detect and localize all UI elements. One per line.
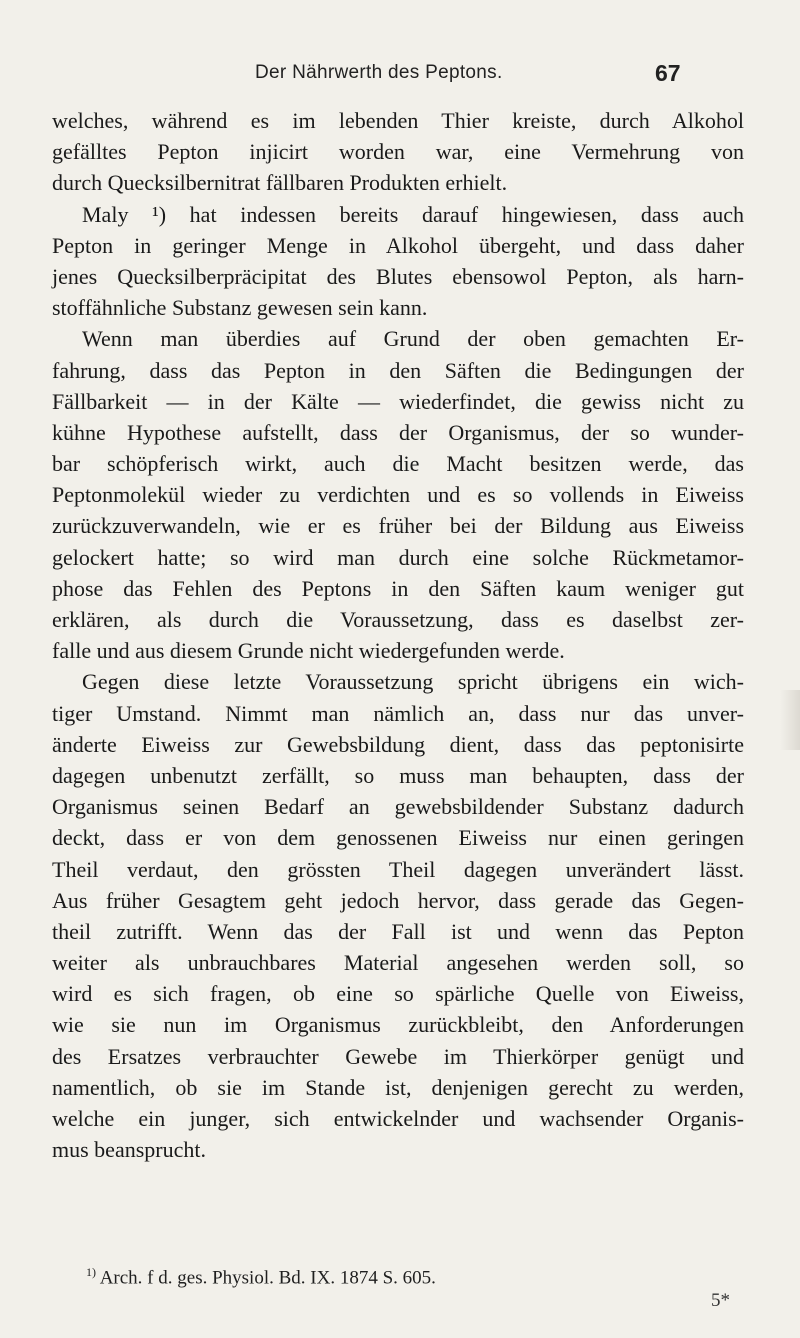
text-line: Gegen diese letzte Voraussetzung spricht übrigens ein wich- (82, 669, 744, 695)
text-line: wie sie nun im Organismus zurückbleibt, den Anforderungen (52, 1012, 744, 1038)
text-line: Wenn man überdies auf Grund der oben gemachten Er- (82, 326, 744, 352)
text-line: dagegen unbenutzt zerfällt, so muss man behaupten, dass der (52, 762, 744, 788)
text-line: deckt, dass er von dem genossenen Eiweiss nur einen geringen (52, 825, 744, 851)
text-line: gefälltes Pepton injicirt worden war, eine Vermehrung von (52, 139, 744, 165)
text-line: falle und aus diesem Grunde nicht wiedergefunden werde. (52, 638, 565, 664)
text-line: Peptonmolekül wieder zu verdichten und es so vollends in Eiweiss (52, 482, 744, 508)
text-line: durch Quecksilbernitrat fällbaren Produkten erhielt. (52, 170, 508, 196)
signature-mark: 5* (711, 1290, 730, 1311)
text-line: Pepton in geringer Menge in Alkohol übergeht, und dass daher (52, 232, 744, 258)
text-line: welches, während es im lebenden Thier kreiste, durch Alkohol (52, 108, 744, 133)
text-line: welche ein junger, sich entwickelnder und wachsender Organis- (52, 1106, 744, 1131)
text-line: des Ersatzes verbrauchter Gewebe im Thierkörper genügt und (52, 1043, 744, 1069)
footnote-marker: 1) (86, 1265, 96, 1279)
text-line: zurückzuverwandeln, wie er es früher bei der Bildung aus Eiweiss (52, 513, 744, 539)
text-line: erklären, als durch die Voraussetzung, dass es daselbst zer- (52, 607, 744, 632)
running-title: Der Nährwerth des Peptons. (255, 62, 503, 83)
text-line: änderte Eiweiss zur Gewebsbildung dient, dass das peptonisirte (52, 731, 744, 757)
text-line: Organismus seinen Bedarf an gewebsbildender Substanz dadurch (52, 794, 744, 820)
text-line: stoffähnliche Substanz gewesen sein kann. (52, 295, 428, 321)
text-line: fahrung, dass das Pepton in den Säften die Bedingungen der (52, 357, 744, 383)
text-line: kühne Hypothese aufstellt, dass der Organismus, der so wunder- (52, 419, 744, 445)
text-line: theil zutrifft. Wenn das der Fall ist und wenn das Pepton (52, 918, 744, 944)
text-line: namentlich, ob sie im Stande ist, denjenigen gerecht zu werden, (52, 1074, 744, 1100)
page-edge-shadow (780, 690, 800, 750)
text-line: Aus früher Gesagtem geht jedoch hervor, dass gerade das Gegen- (52, 887, 744, 913)
body-text (52, 105, 744, 1165)
text-line: Fällbarkeit — in der Kälte — wiederfindet, die gewiss nicht zu (52, 388, 744, 414)
text-line: gelockert hatte; so wird man durch eine solche Rückmetamor- (52, 544, 744, 570)
text-line: tiger Umstand. Nimmt man nämlich an, dass nur das unver- (52, 700, 744, 726)
text-line: mus beansprucht. (52, 1137, 206, 1163)
text-line: phose das Fehlen des Peptons in den Säften kaum weniger gut (52, 575, 744, 601)
footnote (86, 1265, 436, 1289)
text-line: wird es sich fragen, ob eine so spärliche Quelle von Eiweiss, (52, 981, 744, 1007)
text-line: bar schöpferisch wirkt, auch die Macht besitzen werde, das (52, 451, 744, 477)
text-line: jenes Quecksilberpräcipitat des Blutes ebensowol Pepton, als harn- (52, 263, 744, 289)
text-line: weiter als unbrauchbares Material angesehen werden soll, so (52, 950, 744, 976)
page-number: 67 (655, 60, 681, 86)
text-line: Theil verdaut, den grössten Theil dagegen unverändert lässt. (52, 856, 744, 882)
footnote-text: Arch. f d. ges. Physiol. Bd. IX. 1874 S. 605. (99, 1267, 436, 1289)
text-line: Maly ¹) hat indessen bereits darauf hingewiesen, dass auch (82, 201, 744, 227)
